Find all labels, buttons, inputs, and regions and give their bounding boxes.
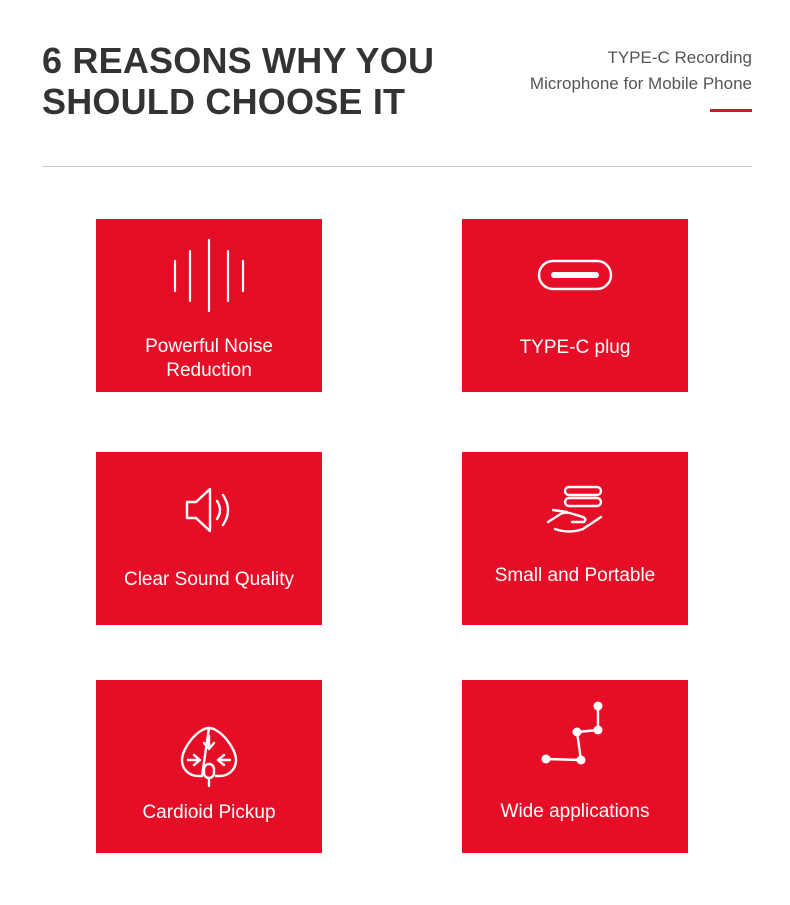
page-title — [42, 40, 434, 122]
hand-holding-icon — [462, 484, 688, 536]
product-subtitle — [530, 45, 752, 97]
feature-label: Small and Portable — [494, 565, 656, 586]
usb-c-port-icon — [462, 259, 688, 291]
feature-card-portable — [462, 452, 688, 625]
sound-wave-icon — [96, 239, 322, 313]
feature-label: Wide applications — [500, 801, 650, 822]
feature-card-sound-quality — [96, 452, 322, 625]
accent-bar — [710, 109, 752, 112]
feature-card-type-c — [462, 219, 688, 392]
connected-nodes-icon — [462, 700, 688, 770]
feature-card-cardioid — [96, 680, 322, 853]
feature-card-noise-reduction — [96, 219, 322, 392]
page-title-line-1: 6 REASONS WHY YOU — [42, 40, 435, 81]
feature-label: Clear Sound Quality — [123, 569, 295, 590]
product-subtitle-line-2: Microphone for Mobile Phone — [529, 74, 752, 93]
feature-label: Cardioid Pickup — [142, 802, 276, 823]
feature-card-applications — [462, 680, 688, 853]
feature-label: Powerful Noise Reduction — [145, 336, 273, 381]
page-title-line-2: SHOULD CHOOSE IT — [42, 81, 406, 122]
cardioid-pattern-icon — [96, 726, 322, 788]
speaker-icon — [96, 484, 322, 536]
feature-label: TYPE-C plug — [519, 337, 631, 358]
section-divider — [42, 166, 752, 167]
product-subtitle-line-1: TYPE-C Recording — [607, 48, 752, 67]
